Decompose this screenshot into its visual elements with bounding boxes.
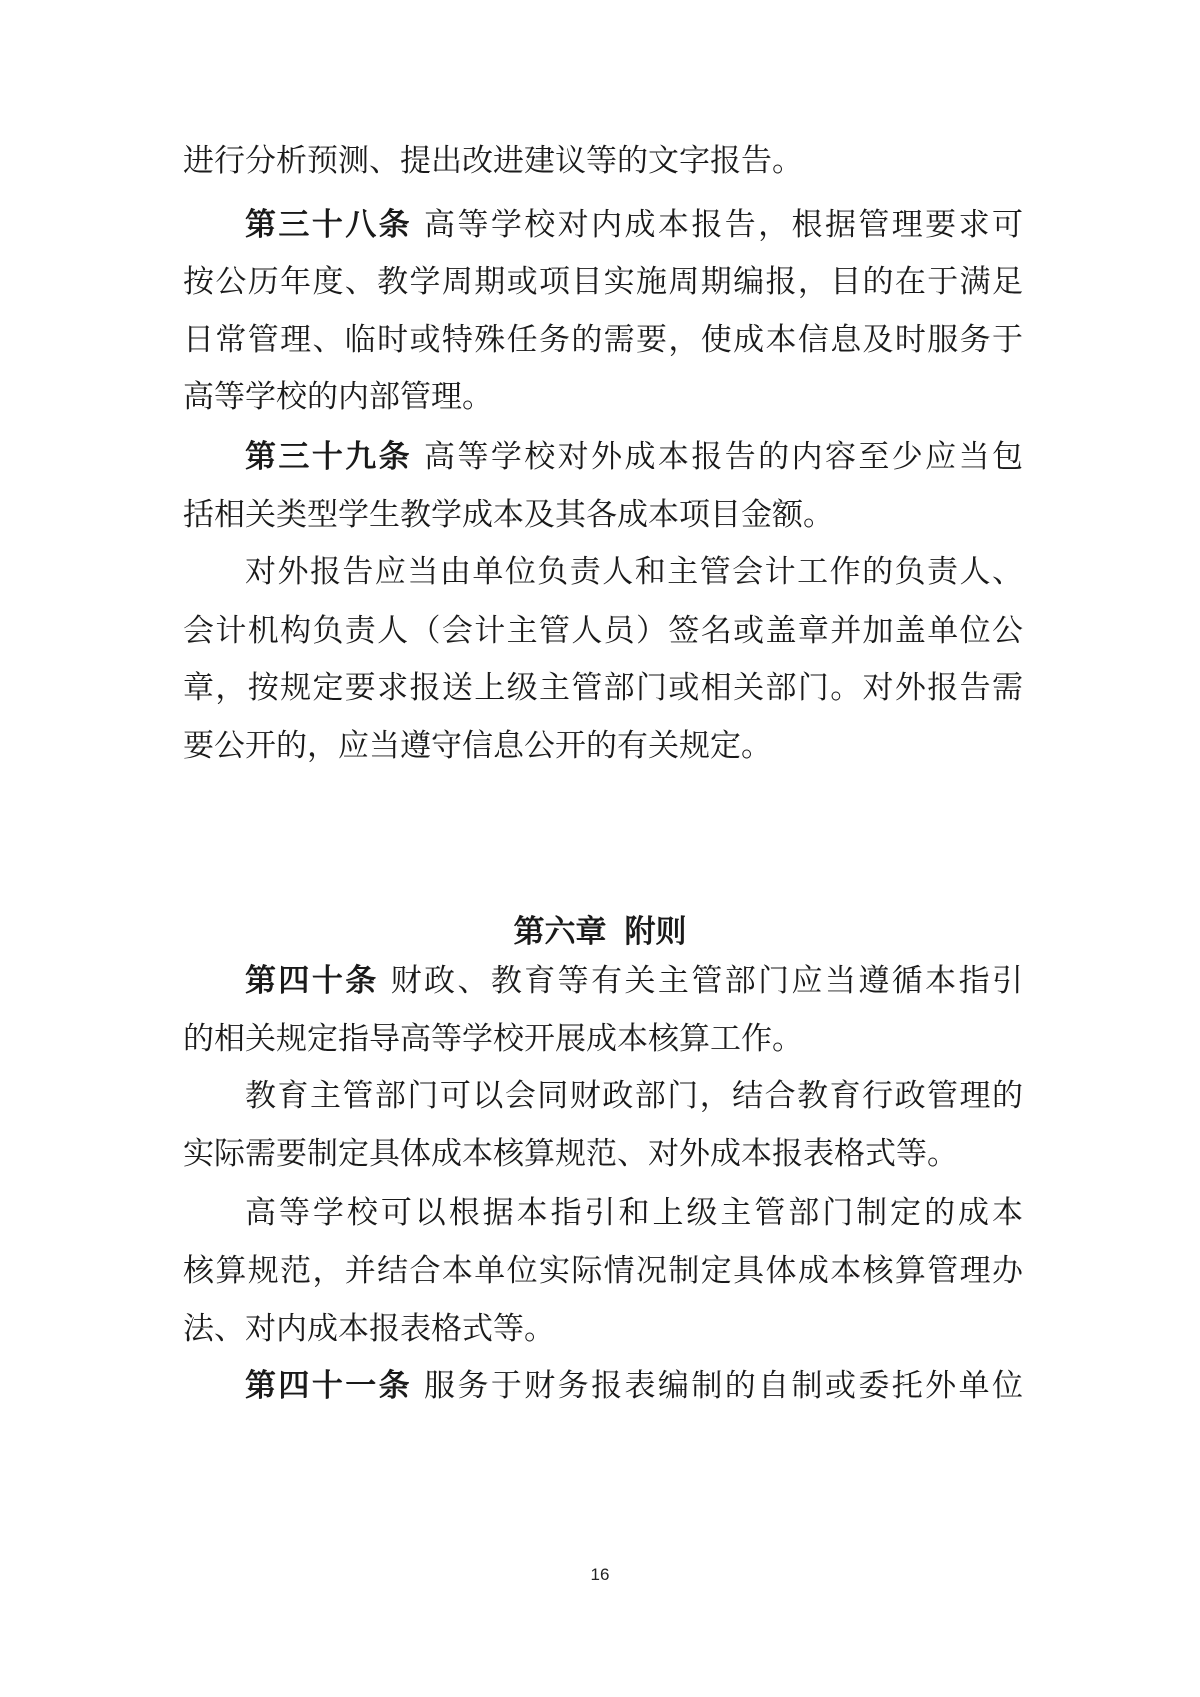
article-41-first-line: [245, 1366, 1023, 1406]
chapter-title: 附则: [624, 914, 687, 950]
article-40-first-line: [245, 961, 1023, 1001]
text-line: 服务于财务报表编制的自制或委托外单位: [424, 1368, 1023, 1404]
chapter-heading: [0, 912, 1200, 952]
text-line: 高等学校的内部管理。: [183, 379, 493, 415]
text-line: 日常管理、临时或特殊任务的需要，使成本信息及时服务于: [183, 322, 1023, 358]
article-39-first-line: [245, 437, 1023, 477]
article-38-label: 第三十八条: [245, 207, 413, 243]
text-line: 核算规范，并结合本单位实际情况制定具体成本核算管理办: [183, 1253, 1023, 1289]
text-line: 对外报告应当由单位负责人和主管会计工作的负责人、: [245, 554, 1023, 590]
text-line: 的相关规定指导高等学校开展成本核算工作。: [183, 1021, 803, 1057]
text-line: 高等学校对外成本报告的内容至少应当包: [424, 439, 1023, 475]
text-line: 高等学校可以根据本指引和上级主管部门制定的成本: [245, 1195, 1023, 1231]
article-39-label: 第三十九条: [245, 439, 413, 475]
text-line: 括相关类型学生教学成本及其各成本项目金额。: [183, 497, 834, 533]
text-line: 按公历年度、教学周期或项目实施周期编报，目的在于满足: [183, 264, 1023, 300]
text-line: 法、对内成本报表格式等。: [183, 1311, 555, 1347]
text-line: 实际需要制定具体成本核算规范、对外成本报表格式等。: [183, 1136, 958, 1172]
page-number: 16: [590, 1565, 610, 1584]
article-40-label: 第四十条: [245, 963, 379, 999]
text-line: 会计机构负责人（会计主管人员）签名或盖章并加盖单位公: [183, 613, 1023, 649]
article-38-first-line: [245, 205, 1023, 245]
text-line: 要公开的，应当遵守信息公开的有关规定。: [183, 728, 772, 764]
chapter-number: 第六章: [513, 914, 607, 950]
text-line: 章，按规定要求报送上级主管部门或相关部门。对外报告需: [183, 670, 1023, 706]
article-41-label: 第四十一条: [245, 1368, 413, 1404]
text-line: 财政、教育等有关主管部门应当遵循本指引: [390, 963, 1024, 999]
text-line: 教育主管部门可以会同财政部门，结合教育行政管理的: [245, 1078, 1023, 1114]
text-line: 高等学校对内成本报告，根据管理要求可: [424, 207, 1023, 243]
text-line: 进行分析预测、提出改进建议等的文字报告。: [183, 143, 803, 179]
